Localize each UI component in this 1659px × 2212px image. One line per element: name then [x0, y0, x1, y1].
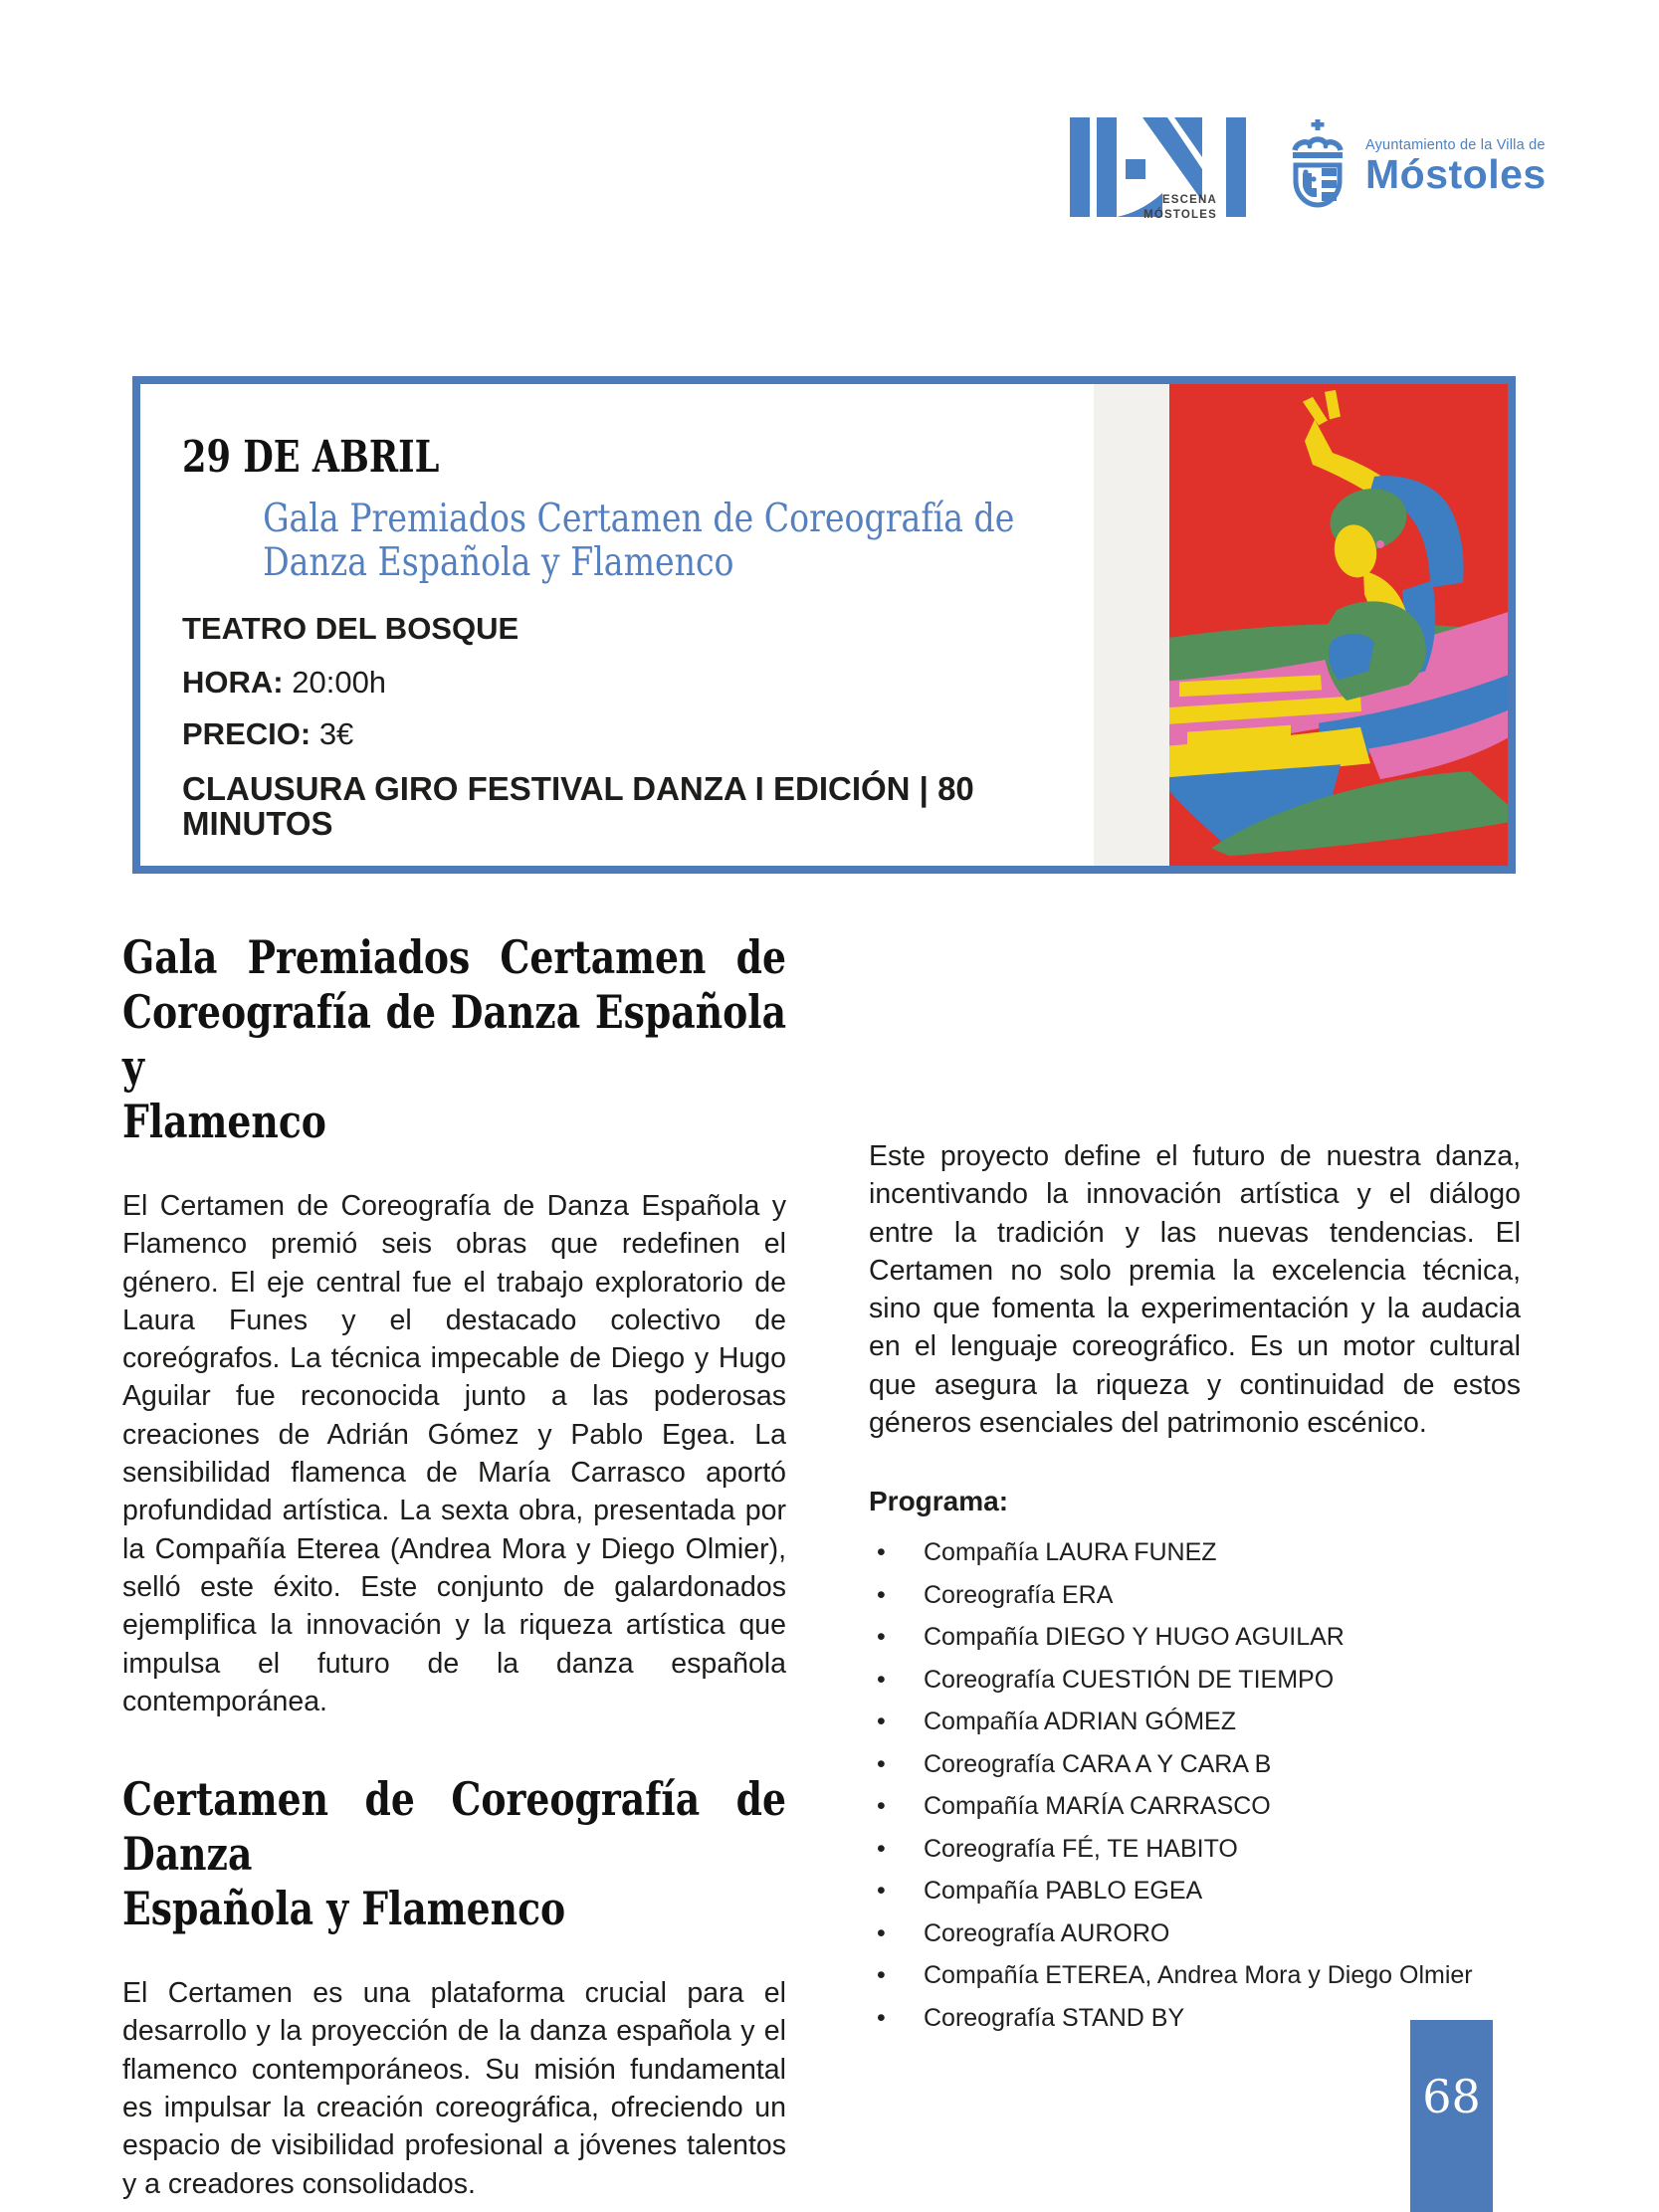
ayto-city-name: Móstoles: [1365, 151, 1547, 197]
heading1-line1: Gala Premiados Certamen de: [122, 930, 787, 984]
heading2-line2: Española y Flamenco: [122, 1882, 566, 1936]
ayto-tagline: Ayuntamiento de la Villa de: [1365, 137, 1546, 153]
card-divider-strip: [1094, 384, 1169, 866]
heading2-line1: Certamen de Coreografía de Danza: [122, 1772, 787, 1882]
program-item: • Compañía MARÍA CARRASCO: [869, 1785, 1521, 1828]
program-item: • Coreografía FÉ, TE HABITO: [869, 1828, 1521, 1871]
program-item: • Compañía ETEREA, Andrea Mora y Diego Olmier: [869, 1954, 1521, 1997]
article-heading-1: [122, 930, 786, 1149]
event-venue: TEATRO DEL BOSQUE: [182, 611, 519, 646]
event-time-label: HORA:: [182, 665, 284, 700]
event-title-line1: Gala Premiados Certamen de Coreografía de: [263, 497, 1015, 541]
program-item: • Compañía PABLO EGEA: [869, 1870, 1521, 1912]
article-columns: [122, 930, 1521, 2212]
em-logo-caption: [1098, 193, 1217, 223]
event-price-value: 3€: [318, 716, 354, 751]
event-date: 29 DE ABRIL: [182, 432, 440, 483]
program-item: • Coreografía AURORO: [869, 1912, 1521, 1955]
event-note: CLAUSURA GIRO FESTIVAL DANZA I EDICIÓN | 80 MINUTOS: [182, 770, 974, 842]
program-item: • Compañía LAURA FUNEZ: [869, 1531, 1521, 1574]
program-item: • Coreografía STAND BY: [869, 1997, 1521, 2040]
dancer-illustration-icon: [1169, 384, 1508, 866]
em-caption-line2: MÓSTOLES: [1143, 209, 1217, 221]
event-illustration: [1169, 384, 1508, 866]
em-caption-line1: ESCENA: [1161, 194, 1217, 206]
event-title: [263, 498, 1177, 585]
event-title-line2: Danza Española y Flamenco: [263, 540, 734, 585]
ayto-logo-text: [1365, 111, 1547, 217]
event-card-text: [140, 384, 1094, 866]
event-time: [182, 666, 1094, 699]
program-item: • Coreografía ERA: [869, 1574, 1521, 1617]
mostoles-shield-icon: [1288, 111, 1348, 217]
article-paragraph-2: El Certamen es una plataforma crucial para el desarrollo y la proyección de la danza española y el flamenco contemporáneos. Su misión fundamental es impulsar la creación coreográfica, ofreciendo un espacio de visibilidad profesional a jóvenes talentos y a creadores consolidados.: [122, 1977, 786, 2200]
program-item: • Coreografía CUESTIÓN DE TIEMPO: [869, 1659, 1521, 1702]
event-price-label: PRECIO:: [182, 716, 311, 751]
page-number-box: [1410, 2020, 1493, 2212]
program-item: • Compañía DIEGO Y HUGO AGUILAR: [869, 1616, 1521, 1659]
heading1-line3: Flamenco: [122, 1095, 326, 1148]
program-list: [869, 1531, 1521, 2039]
article-paragraph-3: Este proyecto define el futuro de nuestra danza, incentivando la innovación artística y el diálogo entre la tradición y las nuevas tendencias. El Certamen no solo premia la excelencia técnica, sino que fomenta la experimentación y la audacia en el lenguaje coreográfico. Es un motor cultural que asegura la riqueza y continuidad de estos géneros esenciales del patrimonio escénico.: [869, 1140, 1521, 1440]
event-card: [132, 376, 1516, 874]
escena-mostoles-logo: [1070, 117, 1247, 229]
article-left-column: [122, 930, 786, 2212]
article-paragraph-1: El Certamen de Coreografía de Danza Española y Flamenco premió seis obras que redefinen el género. El eje central fue el trabajo exploratorio de Laura Funes y el destacado colectivo de coreógrafos. La técnica impecable de Diego y Hugo Aguilar fue reconocida junto a las poderosas creaciones de Adrián Gómez y Pablo Egea. La sensibilidad flamenca de María Carrasco aportó profundidad artística. La sexta obra, presentada por la Compañía Eterea (Andrea Mora y Diego Olmier), selló este éxito. Este conjunto de galardonados ejemplifica la innovación y la riqueza artística que impulsa el futuro de la danza española contemporánea.: [122, 1190, 786, 1717]
program-label: Programa:: [869, 1486, 1009, 1517]
event-price: [182, 717, 1094, 750]
heading1-line2: Coreografía de Danza Española y: [122, 985, 787, 1094]
ayuntamiento-mostoles-logo: [1288, 111, 1547, 217]
event-time-value: 20:00h: [292, 665, 387, 700]
program-item: • Compañía ADRIAN GÓMEZ: [869, 1701, 1521, 1743]
article-heading-2: [122, 1772, 786, 1936]
program-item: • Coreografía CARA A Y CARA B: [869, 1743, 1521, 1786]
page-number: 68: [1422, 2070, 1481, 2123]
